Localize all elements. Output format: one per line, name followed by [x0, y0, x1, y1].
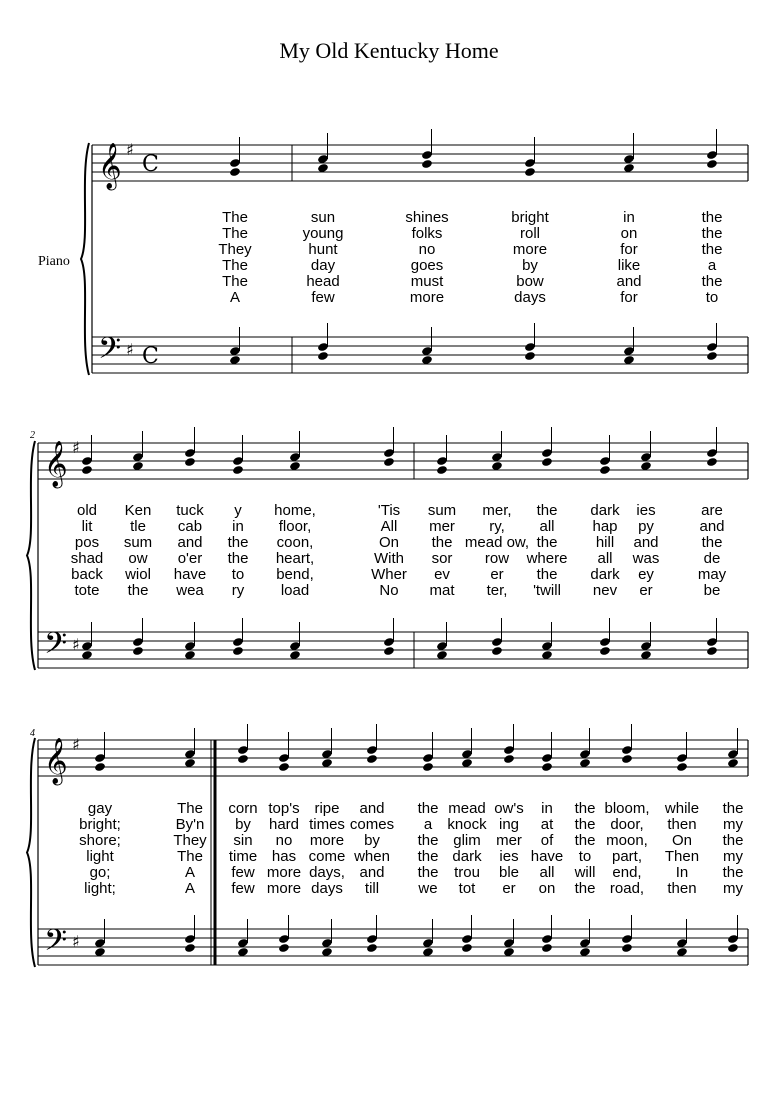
note-head: [422, 762, 434, 772]
note-head: [421, 159, 433, 169]
lyric-syllable: er: [502, 880, 516, 897]
lyric-syllable: shore;: [79, 832, 121, 849]
lyric-syllable: home,: [274, 502, 316, 519]
key-signature-sharp: ♯: [126, 340, 134, 359]
lyric-syllable: The: [177, 848, 203, 865]
note-head: [524, 351, 536, 361]
lyric-syllable: old: [76, 502, 98, 519]
lyric-syllable: of: [540, 832, 554, 849]
note-head: [706, 351, 718, 361]
lyric-syllable: ripe: [314, 800, 340, 817]
lyric-syllable: They: [218, 241, 252, 258]
lyric-syllable: go;: [89, 864, 111, 881]
lyric-syllable: has: [271, 848, 297, 865]
note-head: [727, 943, 739, 953]
lyric-syllable: more: [309, 832, 345, 849]
key-signature-sharp: ♯: [72, 932, 80, 951]
lyric-syllable: de: [703, 550, 721, 567]
lyric-syllable: er: [490, 566, 504, 583]
lyric-syllable: shines: [405, 209, 449, 226]
lyric-syllable: my: [723, 816, 743, 833]
lyric-syllable: come: [308, 848, 346, 865]
lyric-syllable: ow: [128, 550, 148, 567]
lyric-syllable: end,: [612, 864, 642, 881]
lyric-syllable: the: [127, 582, 149, 599]
lyric-syllable: bend,: [276, 566, 314, 583]
lyric-syllable: for: [620, 289, 638, 306]
lyric-syllable: mer: [496, 832, 522, 849]
lyric-syllable: we: [418, 880, 438, 897]
lyric-syllable: door,: [610, 816, 644, 833]
lyric-syllable: the: [722, 864, 744, 881]
lyric-syllable: on: [620, 225, 638, 242]
measure-number: 4: [30, 728, 35, 739]
note-head: [461, 943, 473, 953]
lyric-syllable: the: [227, 534, 249, 551]
lyric-syllable: and: [359, 864, 385, 881]
note-head: [383, 646, 395, 656]
lyric-syllable: roll: [519, 225, 541, 242]
lyric-syllable: the: [417, 800, 439, 817]
lyric-syllable: nev: [592, 582, 618, 599]
lyric-syllable: sin: [233, 832, 253, 849]
lyric-syllable: in: [623, 209, 635, 226]
bass-clef: 𝄢: [44, 924, 68, 965]
note-head: [278, 762, 290, 772]
lyric-syllable: By'n: [175, 816, 205, 833]
lyric-syllable: ing: [498, 816, 520, 833]
lyric-syllable: more: [266, 864, 302, 881]
lyric-syllable: bright;: [79, 816, 121, 833]
lyric-syllable: In: [675, 864, 689, 881]
note-head: [366, 754, 378, 764]
lyric-syllable: sum: [427, 502, 457, 519]
lyric-syllable: gay: [87, 800, 113, 817]
lyric-syllable: the: [536, 566, 558, 583]
lyric-syllable: days: [311, 880, 343, 897]
note-head: [184, 457, 196, 467]
note-head: [599, 646, 611, 656]
lyric-syllable: day: [310, 257, 336, 274]
lyric-syllable: ry,: [489, 518, 505, 535]
key-signature-sharp: ♯: [72, 635, 80, 654]
treble-clef: 𝄞: [44, 738, 68, 784]
lyric-syllable: The: [222, 257, 248, 274]
score-title: My Old Kentucky Home: [279, 38, 499, 63]
key-signature-sharp: ♯: [72, 438, 80, 457]
note-head: [184, 943, 196, 953]
lyric-syllable: hap: [592, 518, 618, 535]
note-head: [232, 465, 244, 475]
lyric-syllable: at: [540, 816, 554, 833]
lyric-syllable: while: [664, 800, 700, 817]
lyric-syllable: Then: [664, 848, 700, 865]
lyric-syllable: The: [222, 225, 248, 242]
lyric-syllable: ey: [638, 566, 654, 583]
lyric-syllable: the: [574, 800, 596, 817]
note-head: [621, 754, 633, 764]
lyric-syllable: folks: [411, 225, 443, 242]
lyric-syllable: more: [512, 241, 548, 258]
lyric-syllable: on: [538, 880, 556, 897]
note-head: [541, 943, 553, 953]
lyric-syllable: sor: [431, 550, 453, 567]
lyric-syllable: cab: [177, 518, 203, 535]
lyric-syllable: 'twill: [533, 582, 561, 599]
key-signature-sharp: ♯: [126, 140, 134, 159]
lyric-syllable: and: [699, 518, 725, 535]
lyric-syllable: the: [574, 880, 596, 897]
lyric-syllable: A: [184, 864, 196, 881]
lyric-syllable: dark: [452, 848, 482, 865]
lyric-syllable: 'Tis: [377, 502, 401, 519]
lyric-syllable: till: [364, 880, 380, 897]
lyric-syllable: all: [539, 864, 555, 881]
note-head: [94, 762, 106, 772]
lyric-syllable: time: [228, 848, 258, 865]
lyric-syllable: py: [638, 518, 654, 535]
lyric-syllable: where: [526, 550, 568, 567]
lyric-syllable: the: [417, 832, 439, 849]
note-head: [503, 754, 515, 764]
note-head: [232, 646, 244, 656]
lyric-syllable: On: [378, 534, 400, 551]
lyric-syllable: mead: [448, 800, 486, 817]
note-head: [383, 457, 395, 467]
lyric-syllable: dark: [590, 502, 620, 519]
lyric-syllable: knock: [447, 816, 487, 833]
lyric-syllable: hard: [268, 816, 300, 833]
lyric-syllable: mat: [429, 582, 455, 599]
lyric-syllable: mer,: [482, 502, 512, 519]
brace: [81, 143, 89, 375]
lyric-syllable: the: [701, 534, 723, 551]
lyric-syllable: y: [234, 502, 242, 519]
lyric-syllable: the: [417, 864, 439, 881]
lyric-syllable: On: [671, 832, 693, 849]
lyric-syllable: goes: [410, 257, 444, 274]
note-head: [436, 465, 448, 475]
lyric-syllable: er: [639, 582, 653, 599]
lyric-syllable: tle: [130, 518, 146, 535]
lyric-syllable: tot: [458, 880, 476, 897]
lyric-syllable: the: [417, 848, 439, 865]
lyric-syllable: Wher: [371, 566, 407, 583]
lyric-syllable: light: [86, 848, 114, 865]
lyric-syllable: head: [306, 273, 340, 290]
lyric-syllable: ow's: [494, 800, 524, 817]
brace: [27, 441, 35, 670]
lyric-syllable: A: [229, 289, 241, 306]
lyric-syllable: floor,: [278, 518, 312, 535]
lyric-syllable: by: [522, 257, 538, 274]
lyric-syllable: all: [539, 518, 555, 535]
lyric-syllable: comes: [349, 816, 395, 833]
treble-clef: 𝄞: [44, 441, 68, 487]
lyric-syllable: the: [431, 534, 453, 551]
lyric-syllable: young: [302, 225, 344, 242]
note-head: [278, 943, 290, 953]
lyric-syllable: when: [354, 848, 390, 865]
lyric-syllable: and: [633, 534, 659, 551]
lyric-syllable: and: [359, 800, 385, 817]
lyric-syllable: may: [697, 566, 727, 583]
note-head: [706, 159, 718, 169]
lyric-syllable: ter,: [486, 582, 508, 599]
lyric-syllable: are: [701, 502, 723, 519]
lyric-syllable: have: [173, 566, 207, 583]
lyric-syllable: The: [177, 800, 203, 817]
lyric-syllable: the: [701, 241, 723, 258]
lyric-syllable: then: [667, 880, 697, 897]
lyric-syllable: load: [280, 582, 310, 599]
lyric-syllable: the: [574, 832, 596, 849]
lyric-syllable: the: [227, 550, 249, 567]
lyric-syllable: moon,: [606, 832, 648, 849]
lyric-syllable: corn: [228, 800, 258, 817]
lyric-syllable: top's: [268, 800, 300, 817]
lyric-syllable: sun: [310, 209, 336, 226]
lyric-syllable: heart,: [275, 550, 315, 567]
lyric-syllable: lit: [81, 518, 93, 535]
lyric-syllable: for: [620, 241, 638, 258]
note-head: [599, 465, 611, 475]
note-head: [81, 465, 93, 475]
lyric-syllable: ble: [498, 864, 520, 881]
lyric-syllable: part,: [611, 848, 643, 865]
note-head: [132, 646, 144, 656]
lyric-syllable: by: [364, 832, 380, 849]
lyric-syllable: times: [309, 816, 345, 833]
brace: [27, 738, 35, 967]
lyric-syllable: hill: [595, 534, 615, 551]
note-head: [237, 754, 249, 764]
lyric-syllable: the: [536, 502, 558, 519]
lyric-syllable: more: [409, 289, 445, 306]
lyric-syllable: row: [484, 550, 510, 567]
bass-clef: 𝄢: [98, 332, 122, 373]
note-head: [621, 943, 633, 953]
lyric-syllable: like: [617, 257, 641, 274]
lyric-syllable: bloom,: [604, 800, 650, 817]
instrument-name: Piano: [38, 254, 70, 269]
time-signature: C: [142, 344, 159, 369]
lyric-syllable: sum: [123, 534, 153, 551]
lyric-syllable: to: [231, 566, 245, 583]
lyric-syllable: days: [514, 289, 546, 306]
lyric-syllable: was: [632, 550, 660, 567]
lyric-syllable: my: [723, 848, 743, 865]
lyric-syllable: With: [374, 550, 404, 567]
lyric-syllable: wea: [176, 582, 204, 599]
lyric-syllable: ies: [636, 502, 656, 519]
lyric-syllable: no: [418, 241, 436, 258]
lyric-syllable: A: [184, 880, 196, 897]
measure-number: 2: [30, 430, 35, 441]
treble-clef: 𝄞: [98, 143, 122, 189]
note-head: [706, 646, 718, 656]
lyric-syllable: few: [231, 880, 255, 897]
lyric-syllable: trou: [454, 864, 480, 881]
lyric-syllable: the: [701, 209, 723, 226]
lyric-syllable: to: [705, 289, 719, 306]
lyric-syllable: mer: [429, 518, 455, 535]
lyric-syllable: my: [723, 880, 743, 897]
lyric-syllable: all: [597, 550, 613, 567]
lyric-syllable: must: [410, 273, 444, 290]
lyric-syllable: coon,: [276, 534, 314, 551]
lyric-syllable: No: [379, 582, 399, 599]
lyric-syllable: be: [703, 582, 721, 599]
lyric-syllable: few: [231, 864, 255, 881]
note-head: [366, 943, 378, 953]
lyric-syllable: will: [574, 864, 596, 881]
note-head: [524, 167, 536, 177]
lyric-syllable: to: [578, 848, 592, 865]
note-head: [491, 646, 503, 656]
lyric-syllable: by: [235, 816, 251, 833]
lyric-syllable: mead ow,: [464, 534, 530, 551]
lyric-syllable: wiol: [125, 566, 151, 583]
lyric-syllable: have: [530, 848, 564, 865]
lyric-syllable: a: [423, 816, 433, 833]
bass-clef: 𝄢: [44, 627, 68, 668]
lyric-syllable: then: [667, 816, 697, 833]
time-signature: C: [142, 152, 159, 177]
lyric-syllable: the: [701, 273, 723, 290]
note-head: [676, 762, 688, 772]
lyric-syllable: light;: [84, 880, 116, 897]
lyric-syllable: pos: [74, 534, 100, 551]
key-signature-sharp: ♯: [72, 735, 80, 754]
lyric-syllable: the: [722, 832, 744, 849]
note-head: [541, 762, 553, 772]
note-head: [706, 457, 718, 467]
lyric-syllable: a: [707, 257, 717, 274]
lyric-syllable: days,: [309, 864, 345, 881]
lyric-syllable: glim: [453, 832, 481, 849]
lyric-syllable: in: [232, 518, 244, 535]
lyric-syllable: no: [275, 832, 293, 849]
lyric-syllable: The: [222, 209, 248, 226]
lyric-syllable: and: [616, 273, 642, 290]
lyric-syllable: o'er: [177, 550, 203, 567]
lyric-syllable: dark: [590, 566, 620, 583]
lyric-syllable: few: [311, 289, 335, 306]
lyric-syllable: in: [541, 800, 553, 817]
lyric-syllable: bow: [516, 273, 544, 290]
lyric-syllable: ev: [434, 566, 450, 583]
lyric-syllable: The: [222, 273, 248, 290]
lyric-syllable: ry: [231, 582, 245, 599]
lyric-syllable: road,: [609, 880, 645, 897]
lyric-syllable: the: [574, 816, 596, 833]
lyric-syllable: ies: [499, 848, 519, 865]
lyric-syllable: bright: [511, 209, 549, 226]
note-head: [541, 457, 553, 467]
lyric-syllable: Ken: [124, 502, 152, 519]
lyric-syllable: and: [177, 534, 203, 551]
lyric-syllable: back: [71, 566, 103, 583]
lyric-syllable: the: [536, 534, 558, 551]
lyric-syllable: All: [380, 518, 398, 535]
lyric-syllable: the: [722, 800, 744, 817]
lyric-syllable: the: [701, 225, 723, 242]
lyric-syllable: tote: [74, 582, 100, 599]
lyric-syllable: hunt: [308, 241, 338, 258]
lyric-syllable: They: [173, 832, 207, 849]
note-head: [317, 351, 329, 361]
lyric-syllable: more: [266, 880, 302, 897]
lyric-syllable: shad: [70, 550, 104, 567]
lyric-syllable: tuck: [176, 502, 204, 519]
note-head: [229, 167, 241, 177]
